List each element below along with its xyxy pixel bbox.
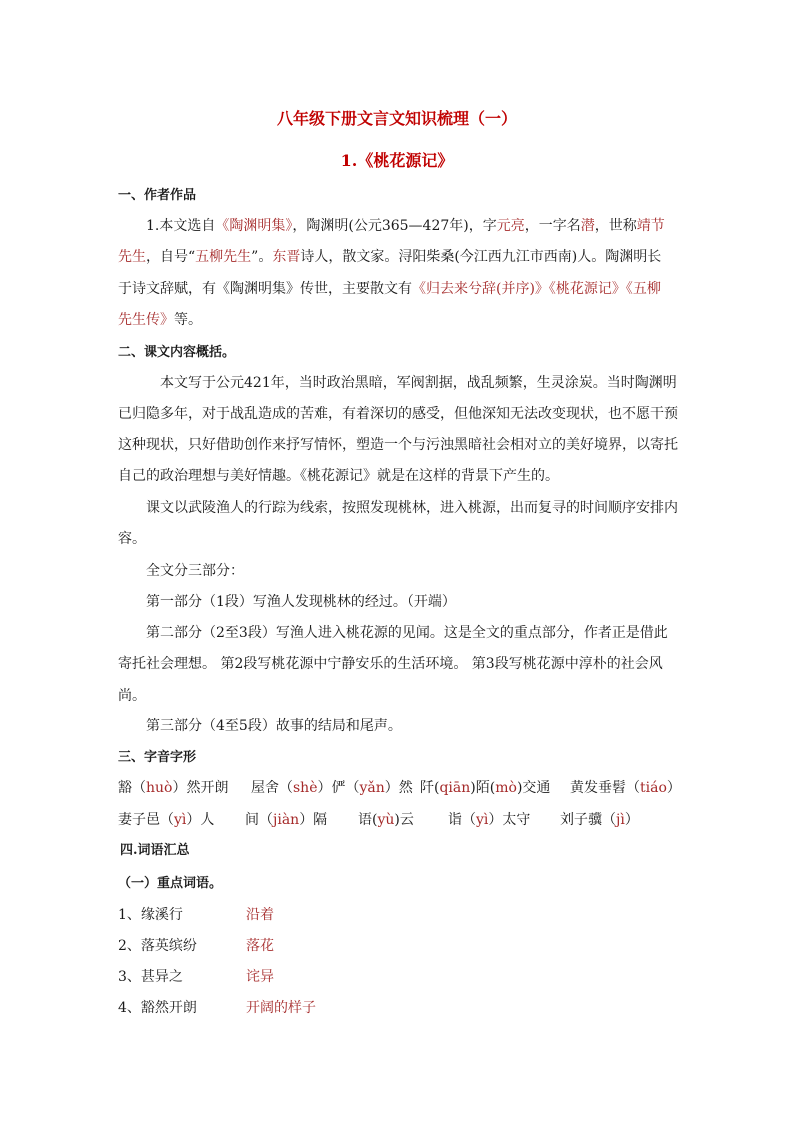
pronunciation-entry: 阡(qiān)陌(mò)交通 bbox=[420, 780, 551, 796]
text: ，自号“ bbox=[146, 249, 196, 265]
section-heading-vocabulary: 四.词语汇总 bbox=[120, 843, 190, 858]
summary-para-line: 全文分三部分： bbox=[146, 563, 244, 579]
highlight: 五柳先生 bbox=[195, 249, 252, 265]
summary-para-line: 自己的政治理想与美好情趣。《桃花源记》就是在这样的背景下产生的。 bbox=[118, 468, 559, 484]
text: 等。 bbox=[174, 312, 202, 328]
vocabulary-meaning: 落花 bbox=[246, 938, 274, 954]
summary-para-line: 尚。 bbox=[118, 688, 146, 704]
text: 诗人，散文家。浔阳柴桑(今江西九江市西南)人。陶渊明长 bbox=[300, 249, 662, 265]
text: 1.本文选自 bbox=[146, 218, 216, 234]
author-para-line-2 bbox=[118, 247, 661, 267]
highlight: 先生传》 bbox=[118, 312, 174, 328]
highlight: 元亮 bbox=[496, 218, 525, 234]
page-title: 八年级下册文言文知识梳理（一） bbox=[276, 109, 517, 128]
author-para-line-1 bbox=[146, 216, 665, 236]
summary-para-line: 本文写于公元421年，当时政治黑暗，军阀割据，战乱频繁，生灵涂炭。当时陶渊明 bbox=[160, 375, 677, 391]
vocabulary-meaning: 沿着 bbox=[246, 907, 274, 923]
highlight: 《陶渊明集》 bbox=[215, 218, 293, 234]
vocabulary-subheading: （一）重点词语。 bbox=[118, 876, 223, 891]
text: 于诗文辞赋，有《陶渊明集》传世，主要散文有 bbox=[118, 281, 412, 297]
pronunciation-entry: 刘子骥（jì） bbox=[560, 812, 639, 828]
highlight: 靖节 bbox=[636, 218, 665, 234]
author-para-line-3 bbox=[118, 279, 661, 299]
pronunciation-entry: 豁（huò）然开朗 bbox=[118, 780, 229, 796]
vocabulary-item: 2、落英缤纷 落花 bbox=[118, 938, 274, 954]
author-para-line-4 bbox=[118, 310, 202, 330]
vocabulary-item: 3、甚异之 诧异 bbox=[118, 969, 274, 985]
page-subtitle: 1.《桃花源记》 bbox=[340, 151, 454, 170]
text: ，世称 bbox=[594, 218, 637, 234]
text: ，陶渊明(公元365—427年)，字 bbox=[292, 218, 497, 234]
section-heading-summary: 二、课文内容概括。 bbox=[118, 345, 236, 360]
highlight: 《归去来兮辞(并序)》《桃花源记》《五柳 bbox=[412, 281, 661, 297]
summary-para-line: 这种现状，只好借助创作来抒写情怀，塑造一个与污浊黑暗社会相对立的美好境界，以寄托 bbox=[118, 437, 678, 453]
text: ，一字名 bbox=[524, 218, 581, 234]
summary-para-line: 第二部分（2至3段）写渔人进入桃花源的见闻。这是全文的重点部分，作者正是借此 bbox=[146, 625, 668, 641]
pronunciation-entry: 黄发垂髫（tiáo） bbox=[570, 780, 681, 796]
pronunciation-entry: 屋舍（shè）俨（yǎn）然 bbox=[251, 780, 413, 796]
summary-para-line: 已归隐多年，对于战乱造成的苦难，有着深切的感受，但他深知无法改变现状，也不愿干预 bbox=[118, 406, 678, 422]
vocabulary-item: 1、缘溪行 沿着 bbox=[118, 907, 274, 923]
vocabulary-meaning: 开阔的样子 bbox=[246, 1000, 316, 1016]
summary-para-line: 容。 bbox=[118, 531, 146, 547]
summary-para-line: 第一部分（1段）写渔人发现桃林的经过。（开端） bbox=[146, 594, 456, 610]
section-heading-pronunciation: 三、字音字形 bbox=[118, 750, 197, 765]
section-heading-author: 一、作者作品 bbox=[118, 188, 197, 203]
vocabulary-item: 4、豁然开朗 开阔的样子 bbox=[118, 1000, 316, 1016]
summary-para-line: 寄托社会理想。 第2段写桃花源中宁静安乐的生活环境。 第3段写桃花源中淳朴的社会风 bbox=[118, 656, 663, 672]
text: ”。 bbox=[251, 249, 273, 265]
summary-para-line: 课文以武陵渔人的行踪为线索，按照发现桃林，进入桃源，出而复寻的时间顺序安排内 bbox=[146, 500, 678, 516]
highlight: 东晋 bbox=[272, 249, 301, 265]
highlight: 潜 bbox=[580, 218, 595, 234]
pronunciation-entry: 诣（yì）太守 bbox=[448, 812, 531, 828]
summary-para-line: 第三部分（4至5段）故事的结局和尾声。 bbox=[146, 718, 402, 734]
pronunciation-entry: 语(yù)云 bbox=[358, 812, 414, 828]
pronunciation-entry: 妻子邑（yì）人 bbox=[118, 812, 215, 828]
pronunciation-entry: 间（jiàn）隔 bbox=[245, 812, 328, 828]
highlight: 先生 bbox=[118, 249, 146, 265]
vocabulary-meaning: 诧异 bbox=[246, 969, 274, 985]
